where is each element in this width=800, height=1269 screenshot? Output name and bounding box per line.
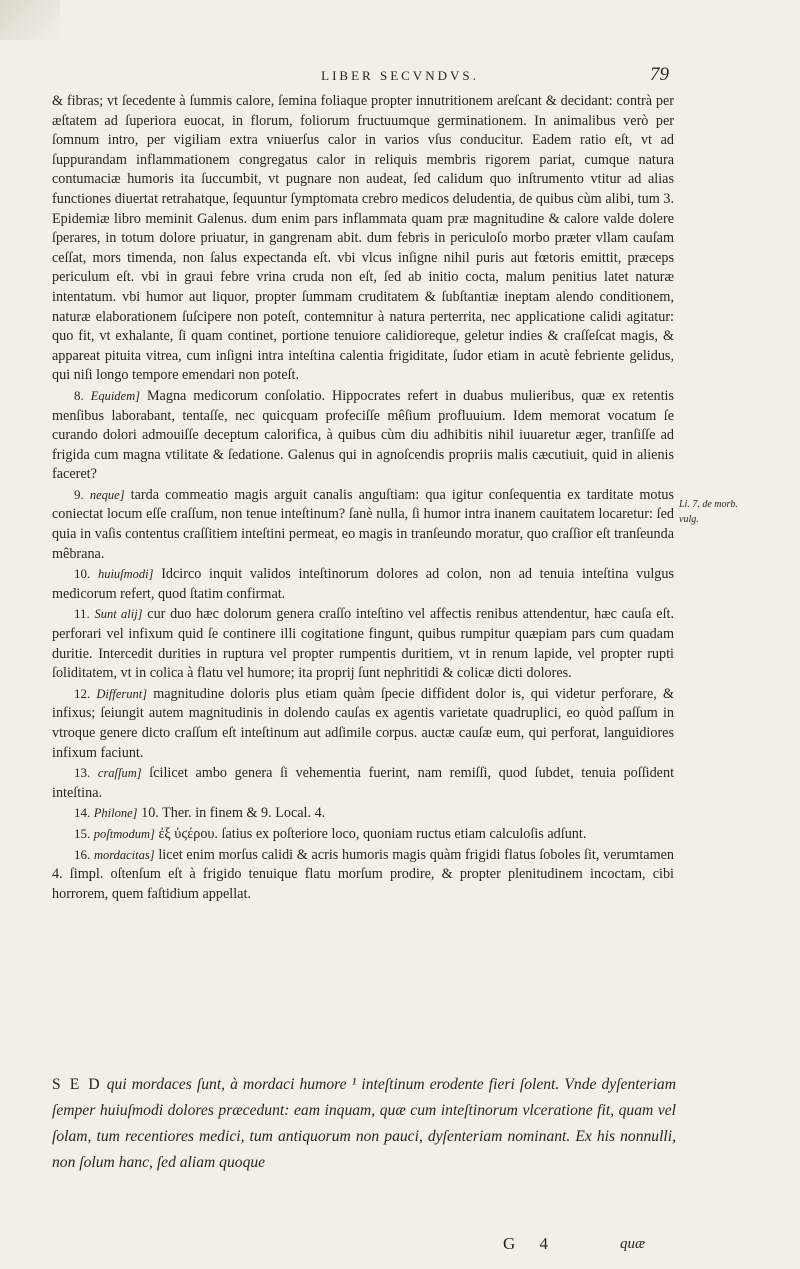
note-lemma: mordacitas] xyxy=(93,847,155,862)
commentary-paragraph xyxy=(52,564,674,604)
note-number: 9. xyxy=(74,486,84,502)
note-lemma: craſſum] xyxy=(97,766,142,781)
commentary-paragraph xyxy=(52,803,674,824)
note-number: 8. xyxy=(74,387,84,403)
commentary-paragraph xyxy=(52,824,674,845)
paragraph-text: Idcirco inquit validos inteſtinorum dolores ad colon, non ad tenuia inteſtina vulgus medicorum refert, quod ſtatim confirmat. xyxy=(52,566,675,602)
note-number: 13. xyxy=(74,765,91,781)
commentary-paragraph xyxy=(52,763,674,803)
running-head: LIBER SECVNDVS. xyxy=(321,68,479,83)
page-header xyxy=(0,64,800,92)
marginal-reference: Li. 7. de morb. vulg. xyxy=(679,499,738,525)
note-number: 14. xyxy=(74,805,91,821)
paragraph-text: licet enim morſus calidi & acris humoris magis quàm frigidi flatus ſoboles ſit, verumtamen 4. ſimpl. oſtenſum eſt à frigido tenuique flatu morſum prodire, & propter plenitudinem incoctam, cibi horrorem, quem faſtidium appellat. xyxy=(52,846,675,902)
note-lemma: Differunt] xyxy=(96,686,148,701)
paragraph-text: & fibras; vt ſecedente à ſummis calore, ſemina foliaque propter innutritionem areſcant & decidant: contrà per æſtatem ad ſuperiora euocat, in florum, foliorum fructuumque germinationem. In animalibus verò per ſomnum intro, per vigiliam extra vniuerſus calor in varios vſus conducitur. Eadem ratio eſt, vt ad ſuppurandam inflammationem congregatus calor in reliquis membris rigorem pariat, cumque natura contumaciæ humoris ita ſuccumbit, vt pugnare non audeat, ſed calidum quo inſtrumento vtitur ad alias functiones diuertat retrahatque, ſequuntur ſymptomata crebro medicos deludentia, de quibus cùm alibi, tum 3. Epidemiæ libro meminit Galenus. dum enim pars inflammata quam præ magnitudine & calore valde dolere ſperares, in totum dolore priuatur, in gangrenam abit. dum febris in periculoſo morbo præter vllam cauſam ceſſat, mors timenda, non ſalus expectanda eſt. vbi vlcus inſigne nihil puris aut fœtoris emittit, præceps periculum eſt. vbi in graui febre vrina cruda non eſt, ſed ab initio cocta, malum penitius latet naturæ intentatum. vbi humor aut liquor, propter ſummam cruditatem & ſubſtantiæ ineptam alendo conditionem, naturæ elaborationem ſuſcipere non poteſt, contemnitur à natura perterrita, nec applicatione calidi agitatur: quo fit, vt exhalante, ſi quam continet, portione tenuiore calidioreque, geletur indies & craſſeſcat magis, & appareat pituita vitrea, cum inſigni intra inteſtina calentia frigiditate, ſudor etiam in acutè febriente gelidus, qui niſi longo tempore emendari non poteſt. xyxy=(52,93,674,384)
paragraph-text: ſcilicet ambo genera ſi vehementia fuerint, nam remiſſi, quod ſubdet, tenuia poſſident inteſtina. xyxy=(52,765,675,801)
commentary-paragraph xyxy=(52,604,674,683)
signature-mark: G 4 xyxy=(503,1234,559,1253)
note-lemma: poſtmodum] xyxy=(93,826,155,841)
commentary-paragraph xyxy=(52,684,674,763)
main-text: qui mordaces ſunt, à mordaci humore ¹ inteſtinum erodente fieri ſolent. Vnde dyſenteriam ſemper huiuſmodi dolores præcedunt: eam inquam, quæ cum inteſtinorum vlceratione fit, quam vel ſolam, tum recentiores medici, tum antiquorum non pauci, dyſenteriam nominant. Ex his nonnulli, non ſolum hanc, ſed aliam quoque xyxy=(52,1076,676,1171)
commentary-text xyxy=(52,92,674,904)
paragraph-text: magnitudine doloris plus etiam quàm ſpecie diffident dolor is, qui videtur perforare, & infixus; ſeiungit autem magnitudinis in dolendo cauſas ex agentis varietate quadruplici, eo quòd paſſum in vtroque genere dicto craſſum eſt inteſtinum aut adſimile corpus. auctæ cauſæ eum, qui perforat, languidiores infixum faciunt. xyxy=(52,685,674,761)
paragraph-text: 10. Ther. in finem & 9. Local. 4. xyxy=(141,805,326,822)
page-number: 79 xyxy=(650,64,669,85)
note-lemma: Sunt alij] xyxy=(94,607,143,622)
note-number: 15. xyxy=(74,825,91,841)
note-lemma: neque] xyxy=(89,487,125,502)
note-number: 10. xyxy=(74,566,91,582)
paragraph-text: cur duo hæc dolorum genera craſſo inteſtino vel affectis renibus attendentur, hæc cauſa eſt. perforari vel infixum quid ſe continere illi cogitatione fingunt, quibus rumpitur quæpiam pars cum quadam duritie. Intercedit durities in ruptura vel propter rumpentis duritiem, vt in renum lapide, vel propter rupti ſoliditatem, vt in colica à flatu vel humore; ita proprij ſunt nephritidi & colicæ dicti dolores. xyxy=(52,606,675,682)
note-number: 11. xyxy=(74,606,90,622)
catchword: quæ xyxy=(620,1236,646,1252)
commentary-paragraph xyxy=(52,92,674,386)
text-initial: S E D xyxy=(52,1076,102,1093)
page-footer xyxy=(0,1234,800,1260)
page-corner-shade xyxy=(0,0,60,40)
note-number: 12. xyxy=(74,685,91,701)
paragraph-text: ἐξ ὑϛέρου. ſatius ex poſteriore loco, quoniam ructus etiam calculoſis adſunt. xyxy=(158,825,587,842)
paragraph-text: tarda commeatio magis arguit canalis anguſtiam: qua igitur conſequentia ex tarditate motus coniectat locum eſſe craſſum, non tenue inteſtinum? ſanè nulla, ſi humor intra inanem cauitatem locaretur: ſed quia in vaſis contentus craſſitiem inteſtini permeat, eo magis in tranſeundo moratur, quo craſſior eſt tranſeunda mêbrana. xyxy=(52,486,675,562)
note-lemma: Equidem] xyxy=(90,388,140,403)
note-lemma: Philone] xyxy=(93,806,138,821)
note-number: 16. xyxy=(74,846,91,862)
main-text-block xyxy=(52,1072,676,1176)
commentary-paragraph xyxy=(52,845,674,905)
note-lemma: huiuſmodi] xyxy=(97,567,154,582)
paragraph-text: Magna medicorum conſolatio. Hippocrates refert in duabus mulieribus, quæ ex retentis menſibus laborabant, tentaſſe, nec quicquam profeciſſe mêſium profluuium. Idem memorat vocatum ſe curando dolori admouiſſe deceptum calorifica, à quibus cùm diu adhibitis nihil iuuaretur æger, tranſiſſe ad frigida cum magna vtilitate & ſedatione. Galenus qui in agnoſcendis propriis malis cæcutiuit, quid in alienis faceret? xyxy=(52,387,675,483)
commentary-paragraph xyxy=(52,485,674,564)
commentary-paragraph xyxy=(52,386,674,485)
